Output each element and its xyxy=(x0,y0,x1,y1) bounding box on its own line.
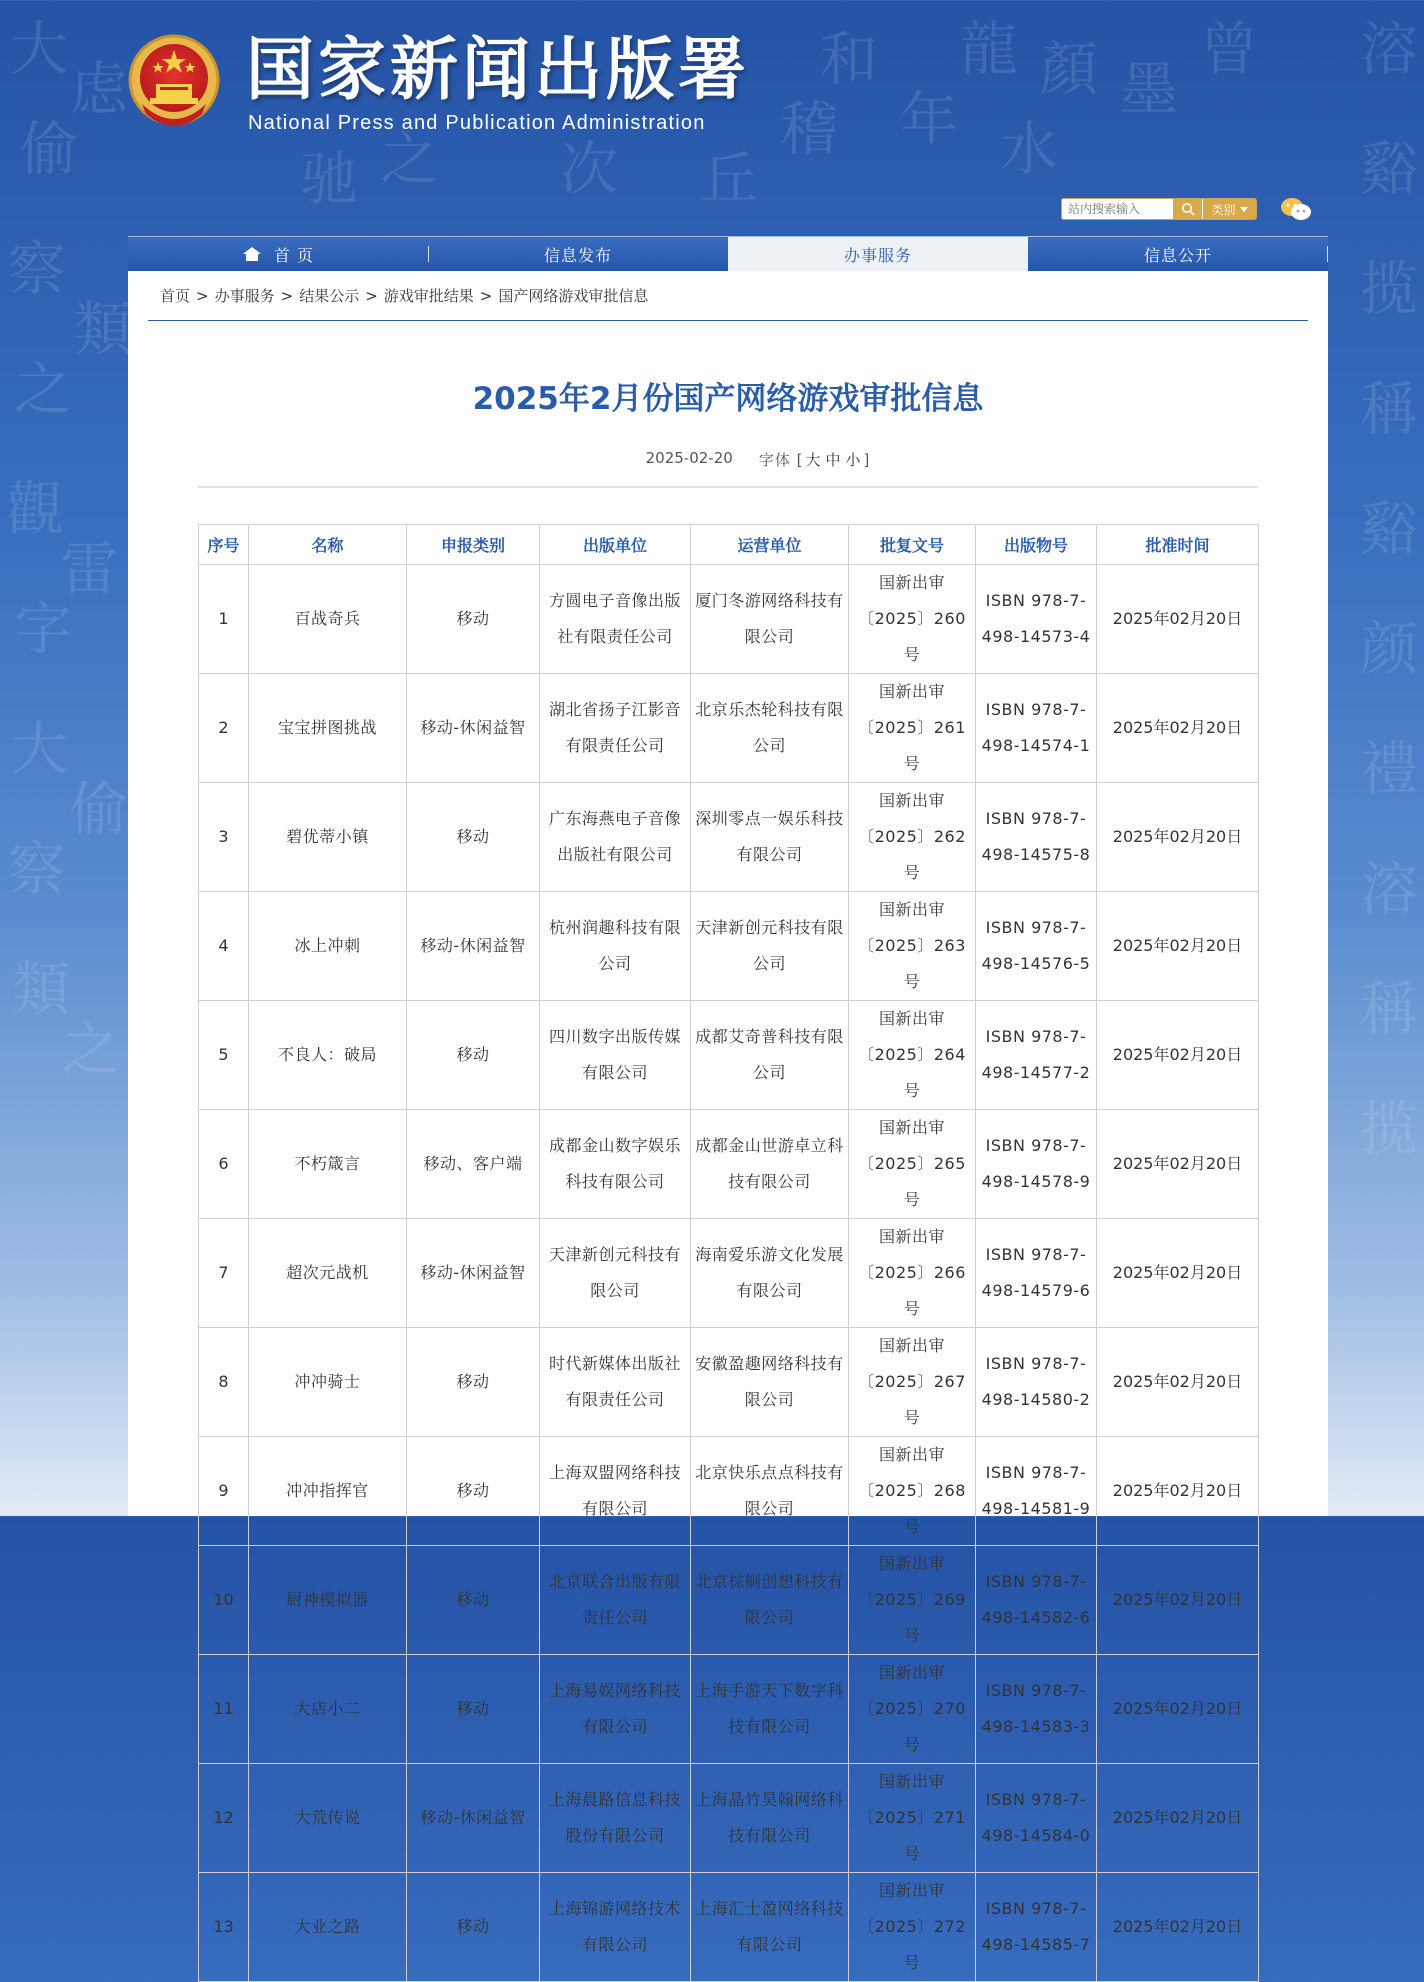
table-row xyxy=(199,1110,1259,1219)
cell-game-name: 冲冲指挥官 xyxy=(249,1437,407,1546)
cell-approval-date: 2025年02月20日 xyxy=(1097,1110,1259,1219)
cell-operator: 成都艾奇普科技有限公司 xyxy=(691,1001,849,1110)
cell-publisher: 天津新创元科技有限公司 xyxy=(540,1219,691,1328)
cell-approval-no: 国新出审〔2025〕269号 xyxy=(849,1546,976,1655)
cell-index: 6 xyxy=(199,1110,249,1219)
cell-game-name: 不朽箴言 xyxy=(249,1110,407,1219)
cell-category: 移动 xyxy=(407,1546,540,1655)
cell-approval-date: 2025年02月20日 xyxy=(1097,1546,1259,1655)
cell-operator: 深圳零点一娱乐科技有限公司 xyxy=(691,783,849,892)
wechat-icon[interactable] xyxy=(1280,196,1312,222)
home-icon xyxy=(242,246,262,262)
nav-info-release-label: 信息发布 xyxy=(543,245,612,265)
cell-isbn: ISBN 978-7-498-14575-8 xyxy=(976,783,1097,892)
cell-game-name: 大荒传说 xyxy=(249,1764,407,1873)
cell-game-name: 大业之路 xyxy=(249,1873,407,1982)
table-row xyxy=(199,1328,1259,1437)
cell-game-name: 百战奇兵 xyxy=(249,565,407,674)
breadcrumb xyxy=(148,271,1308,321)
article-meta xyxy=(198,449,1258,488)
cell-isbn: ISBN 978-7-498-14585-7 xyxy=(976,1873,1097,1982)
cell-isbn: ISBN 978-7-498-14574-1 xyxy=(976,674,1097,783)
cell-category: 移动 xyxy=(407,1328,540,1437)
cell-game-name: 大店小二 xyxy=(249,1655,407,1764)
national-emblem-icon xyxy=(128,34,220,130)
cell-index: 1 xyxy=(199,565,249,674)
column-header: 批复文号 xyxy=(849,525,976,565)
cell-approval-no: 国新出审〔2025〕264号 xyxy=(849,1001,976,1110)
cell-isbn: ISBN 978-7-498-14573-4 xyxy=(976,565,1097,674)
publish-date: 2025-02-20 xyxy=(645,449,733,467)
cell-index: 4 xyxy=(199,892,249,1001)
cell-approval-date: 2025年02月20日 xyxy=(1097,674,1259,783)
cell-approval-date: 2025年02月20日 xyxy=(1097,1437,1259,1546)
table-row xyxy=(199,1219,1259,1328)
column-header: 批准时间 xyxy=(1097,525,1259,565)
column-header: 名称 xyxy=(249,525,407,565)
cell-approval-date: 2025年02月20日 xyxy=(1097,783,1259,892)
cell-isbn: ISBN 978-7-498-14580-2 xyxy=(976,1328,1097,1437)
nav-info-disclosure-label: 信息公开 xyxy=(1143,245,1212,265)
cell-isbn: ISBN 978-7-498-14583-3 xyxy=(976,1655,1097,1764)
cell-operator: 北京快乐点点科技有限公司 xyxy=(691,1437,849,1546)
cell-approval-date: 2025年02月20日 xyxy=(1097,892,1259,1001)
cell-operator: 北京乐杰轮科技有限公司 xyxy=(691,674,849,783)
site-header xyxy=(0,0,1424,236)
cell-category: 移动 xyxy=(407,565,540,674)
cell-index: 2 xyxy=(199,674,249,783)
nav-info-release[interactable] xyxy=(428,237,728,271)
cell-approval-date: 2025年02月20日 xyxy=(1097,1655,1259,1764)
breadcrumb-separator: > xyxy=(365,286,378,305)
cell-category: 移动 xyxy=(407,783,540,892)
cell-category: 移动 xyxy=(407,1655,540,1764)
font-size-small[interactable]: 小 xyxy=(845,451,862,469)
cell-approval-date: 2025年02月20日 xyxy=(1097,1001,1259,1110)
cell-game-name: 冲冲骑士 xyxy=(249,1328,407,1437)
cell-isbn: ISBN 978-7-498-14578-9 xyxy=(976,1110,1097,1219)
cell-publisher: 成都金山数字娱乐科技有限公司 xyxy=(540,1110,691,1219)
cell-index: 3 xyxy=(199,783,249,892)
cell-approval-no: 国新出审〔2025〕260号 xyxy=(849,565,976,674)
cell-publisher: 杭州润趣科技有限公司 xyxy=(540,892,691,1001)
cell-index: 7 xyxy=(199,1219,249,1328)
column-header: 序号 xyxy=(199,525,249,565)
column-header: 出版物号 xyxy=(976,525,1097,565)
cell-approval-date: 2025年02月20日 xyxy=(1097,1219,1259,1328)
column-header: 运营单位 xyxy=(691,525,849,565)
cell-game-name: 宝宝拼图挑战 xyxy=(249,674,407,783)
cell-game-name: 超次元战机 xyxy=(249,1219,407,1328)
cell-publisher: 方圆电子音像出版社有限责任公司 xyxy=(540,565,691,674)
table-row xyxy=(199,1764,1259,1873)
cell-operator: 海南爱乐游文化发展有限公司 xyxy=(691,1219,849,1328)
cell-approval-no: 国新出审〔2025〕266号 xyxy=(849,1219,976,1328)
table-row xyxy=(199,892,1259,1001)
column-header: 出版单位 xyxy=(540,525,691,565)
cell-index: 10 xyxy=(199,1546,249,1655)
cell-publisher: 广东海燕电子音像出版社有限公司 xyxy=(540,783,691,892)
cell-publisher: 上海易娱网络科技有限公司 xyxy=(540,1655,691,1764)
cell-operator: 厦门冬游网络科技有限公司 xyxy=(691,565,849,674)
cell-approval-no: 国新出审〔2025〕272号 xyxy=(849,1873,976,1982)
cell-operator: 北京棕榈创想科技有限公司 xyxy=(691,1546,849,1655)
table-row xyxy=(199,1001,1259,1110)
cell-operator: 天津新创元科技有限公司 xyxy=(691,892,849,1001)
cell-isbn: ISBN 978-7-498-14581-9 xyxy=(976,1437,1097,1546)
calligraphy-background: 大 偷 察 之 觀 字 大 察 類 虑 類 雷 偷 之 溶 谿 揽 稱 谿 颜 禮 溶 稱 揽 和 年 次 驰 之 龍 顏 墨 曾 丘 稽 水 xyxy=(6,15,1419,1163)
cell-isbn: ISBN 978-7-498-14584-0 xyxy=(976,1764,1097,1873)
nav-services[interactable] xyxy=(728,237,1028,271)
breadcrumb-separator: > xyxy=(196,286,209,305)
column-header: 申报类别 xyxy=(407,525,540,565)
nav-info-disclosure[interactable] xyxy=(1028,237,1328,271)
cell-isbn: ISBN 978-7-498-14582-6 xyxy=(976,1546,1097,1655)
cell-operator: 上海晶竹昊翰网络科技有限公司 xyxy=(691,1764,849,1873)
breadcrumb-services[interactable]: 办事服务 xyxy=(214,287,275,305)
cell-operator: 上海手游天下数字科技有限公司 xyxy=(691,1655,849,1764)
cell-publisher: 上海锦游网络技术有限公司 xyxy=(540,1873,691,1982)
chevron-down-icon xyxy=(1240,207,1248,212)
cell-game-name: 不良人：破局 xyxy=(249,1001,407,1110)
main-nav xyxy=(128,236,1328,271)
breadcrumb-current[interactable]: 国产网络游戏审批信息 xyxy=(498,287,649,305)
approval-table xyxy=(198,524,1259,1982)
breadcrumb-game-approval[interactable]: 游戏审批结果 xyxy=(383,287,474,305)
main-content xyxy=(128,271,1328,1972)
cell-approval-no: 国新出审〔2025〕271号 xyxy=(849,1764,976,1873)
cell-game-name: 冰上冲刺 xyxy=(249,892,407,1001)
cell-category: 移动-休闲益智 xyxy=(407,1219,540,1328)
cell-approval-no: 国新出审〔2025〕262号 xyxy=(849,783,976,892)
search-input[interactable] xyxy=(1062,199,1172,219)
cell-operator: 安徽盈趣网络科技有限公司 xyxy=(691,1328,849,1437)
site-subtitle: National Press and Publication Administration xyxy=(248,112,706,134)
table-row xyxy=(199,565,1259,674)
cell-category: 移动 xyxy=(407,1873,540,1982)
table-row xyxy=(199,1655,1259,1764)
cell-publisher: 上海双盟网络科技有限公司 xyxy=(540,1437,691,1546)
cell-category: 移动、客户端 xyxy=(407,1110,540,1219)
table-row xyxy=(199,783,1259,892)
font-size-switcher: 字体 [ 大 中 小 ] xyxy=(758,451,871,469)
cell-approval-date: 2025年02月20日 xyxy=(1097,565,1259,674)
font-size-label: 字体 xyxy=(758,451,791,469)
cell-operator: 成都金山世游卓立科技有限公司 xyxy=(691,1110,849,1219)
font-size-large[interactable]: 大 xyxy=(805,451,822,469)
cell-approval-no: 国新出审〔2025〕261号 xyxy=(849,674,976,783)
cell-operator: 上海汇士盈网络科技有限公司 xyxy=(691,1873,849,1982)
nav-home-label: 首 页 xyxy=(273,245,315,265)
cell-approval-date: 2025年02月20日 xyxy=(1097,1764,1259,1873)
cell-game-name: 厨神模拟器 xyxy=(249,1546,407,1655)
category-dropdown[interactable] xyxy=(1202,199,1256,219)
cell-index: 9 xyxy=(199,1437,249,1546)
nav-home[interactable] xyxy=(128,237,428,271)
table-row xyxy=(199,1873,1259,1982)
cell-publisher: 四川数字出版传媒有限公司 xyxy=(540,1001,691,1110)
cell-category: 移动-休闲益智 xyxy=(407,1764,540,1873)
breadcrumb-home[interactable]: 首页 xyxy=(160,287,191,305)
cell-index: 11 xyxy=(199,1655,249,1764)
cell-approval-date: 2025年02月20日 xyxy=(1097,1328,1259,1437)
cell-index: 13 xyxy=(199,1873,249,1982)
cell-category: 移动-休闲益智 xyxy=(407,674,540,783)
cell-approval-no: 国新出审〔2025〕270号 xyxy=(849,1655,976,1764)
cell-approval-no: 国新出审〔2025〕265号 xyxy=(849,1110,976,1219)
table-body xyxy=(199,565,1259,1982)
site-title: 国家新闻出版署 xyxy=(246,30,751,110)
cell-category: 移动 xyxy=(407,1437,540,1546)
cell-publisher: 上海晨路信息科技股份有限公司 xyxy=(540,1764,691,1873)
breadcrumb-results[interactable]: 结果公示 xyxy=(299,287,360,305)
cell-isbn: ISBN 978-7-498-14577-2 xyxy=(976,1001,1097,1110)
category-label: 类别 xyxy=(1211,202,1236,217)
cell-category: 移动 xyxy=(407,1001,540,1110)
cell-index: 8 xyxy=(199,1328,249,1437)
table-row xyxy=(199,1546,1259,1655)
cell-publisher: 北京联合出版有限责任公司 xyxy=(540,1546,691,1655)
breadcrumb-separator: > xyxy=(479,286,493,305)
cell-game-name: 碧优蒂小镇 xyxy=(249,783,407,892)
search-button[interactable] xyxy=(1172,199,1202,219)
table-header-row xyxy=(199,525,1259,565)
cell-approval-no: 国新出审〔2025〕267号 xyxy=(849,1328,976,1437)
table-row xyxy=(199,1437,1259,1546)
cell-category: 移动-休闲益智 xyxy=(407,892,540,1001)
cell-isbn: ISBN 978-7-498-14579-6 xyxy=(976,1219,1097,1328)
cell-publisher: 湖北省扬子江影音有限责任公司 xyxy=(540,674,691,783)
cell-index: 5 xyxy=(199,1001,249,1110)
cell-approval-no: 国新出审〔2025〕268号 xyxy=(849,1437,976,1546)
search-bar xyxy=(1061,198,1257,220)
breadcrumb-separator: > xyxy=(280,286,294,305)
article-title: 2025年2月份国产网络游戏审批信息 xyxy=(472,381,984,417)
table-row xyxy=(199,674,1259,783)
cell-index: 12 xyxy=(199,1764,249,1873)
cell-isbn: ISBN 978-7-498-14576-5 xyxy=(976,892,1097,1001)
cell-approval-date: 2025年02月20日 xyxy=(1097,1873,1259,1982)
cell-approval-no: 国新出审〔2025〕263号 xyxy=(849,892,976,1001)
nav-services-label: 办事服务 xyxy=(843,245,912,265)
font-size-medium[interactable]: 中 xyxy=(825,451,842,469)
search-icon xyxy=(1181,202,1195,216)
cell-publisher: 时代新媒体出版社有限责任公司 xyxy=(540,1328,691,1437)
